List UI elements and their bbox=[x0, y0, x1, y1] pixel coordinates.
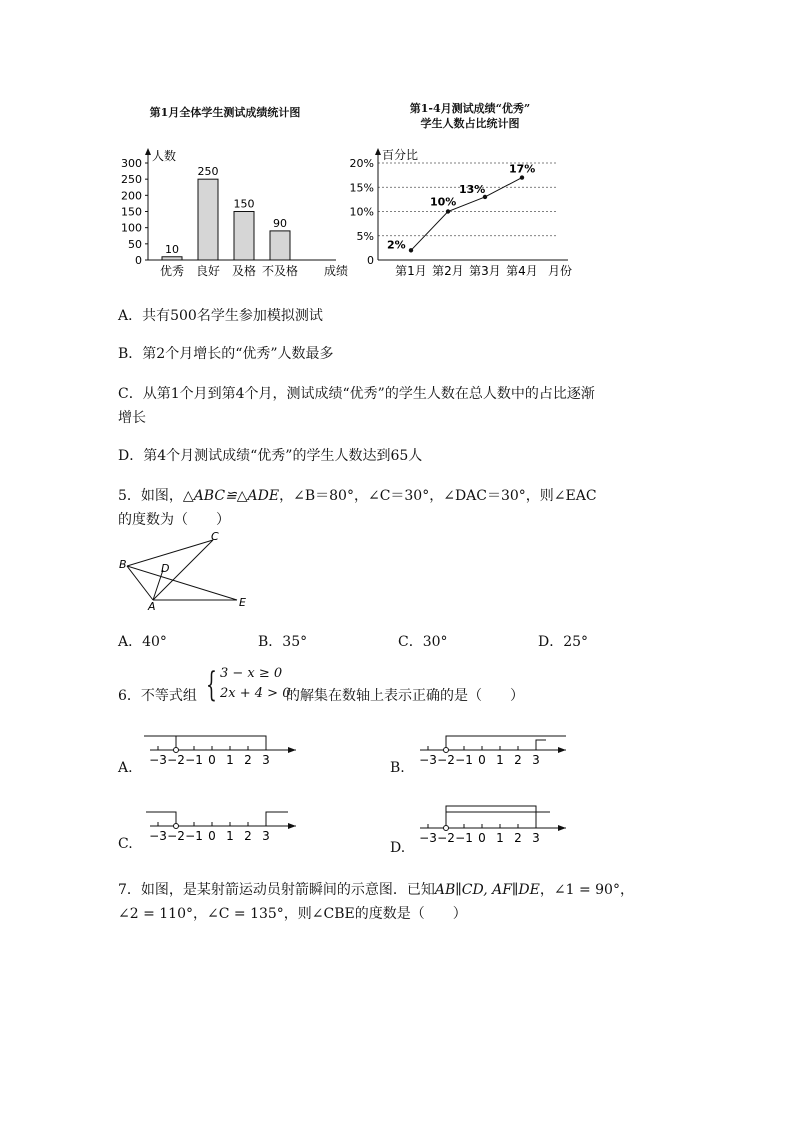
bar bbox=[270, 231, 290, 260]
q6-option-b: B. bbox=[390, 760, 405, 776]
solution-bracket bbox=[176, 736, 266, 750]
tick-label: −2 bbox=[437, 831, 455, 845]
label-c: C bbox=[211, 530, 219, 543]
label-e: E bbox=[239, 596, 246, 609]
x-axis-label: 成绩 bbox=[324, 264, 349, 278]
x-tick-label: 良好 bbox=[195, 264, 221, 278]
bar-value-label: 10 bbox=[165, 242, 179, 256]
label-a: A bbox=[148, 600, 156, 613]
tick-label: 0 bbox=[208, 829, 216, 843]
tick-label: 0 bbox=[478, 753, 486, 767]
tick-label: 1 bbox=[226, 829, 234, 843]
q7-angle-1: ，∠1 = 90°， bbox=[539, 882, 634, 898]
tick-label: 1 bbox=[496, 753, 504, 767]
x-tick-label: 不及格 bbox=[261, 264, 299, 278]
tick-label: −2 bbox=[437, 753, 455, 767]
x-axis-label: 月份 bbox=[548, 264, 573, 278]
tick-label: −3 bbox=[149, 753, 167, 767]
option-d: D．第4个月测试成绩“优秀”的学生人数达到65人 bbox=[118, 448, 423, 464]
data-point bbox=[409, 248, 413, 252]
y-tick-label: 5% bbox=[356, 229, 374, 243]
tick-label: 2 bbox=[244, 753, 252, 767]
tick-label: 2 bbox=[514, 831, 522, 845]
tick-label: −3 bbox=[419, 753, 437, 767]
tick-label: 3 bbox=[532, 831, 540, 845]
triangle-figure bbox=[115, 530, 265, 615]
tick-label: −3 bbox=[419, 831, 437, 845]
y-tick-label: 0 bbox=[367, 254, 374, 267]
data-label: 2% bbox=[387, 238, 406, 252]
question-7-line1 bbox=[118, 880, 634, 900]
bar-chart bbox=[110, 132, 350, 282]
q6-option-d: D. bbox=[390, 840, 406, 856]
tick-label: 2 bbox=[514, 753, 522, 767]
q5-number: 5．如图， bbox=[118, 488, 183, 504]
q7-text-1: 7．如图，是某射箭运动员射箭瞬间的示意图．已知 bbox=[118, 882, 435, 898]
y-tick-label: 100 bbox=[121, 221, 142, 235]
y-axis-label: 人数 bbox=[152, 149, 177, 163]
open-dot bbox=[444, 826, 449, 831]
question-5-line1 bbox=[118, 486, 597, 506]
option-a: A．共有500名学生参加模拟测试 bbox=[118, 308, 323, 324]
x-tick-label: 第4月 bbox=[506, 264, 538, 278]
y-tick-label: 300 bbox=[121, 157, 142, 170]
open-dot bbox=[174, 824, 179, 829]
option-c-line2: 增长 bbox=[118, 410, 146, 426]
tick-label: 0 bbox=[478, 831, 486, 845]
option-c-line1: C．从第1个月到第4个月，测试成绩“优秀”的学生人数在总人数中的占比逐渐 bbox=[118, 386, 595, 402]
tick-label: 0 bbox=[208, 753, 216, 767]
data-label: 17% bbox=[509, 162, 536, 176]
line-chart-title-2: 学生人数占比统计图 bbox=[420, 117, 520, 130]
tick-label: 3 bbox=[532, 753, 540, 767]
q6-option-c: C. bbox=[118, 836, 133, 852]
tick-label: −1 bbox=[185, 753, 203, 767]
tick-label: −3 bbox=[149, 829, 167, 843]
question-7-line2: ∠2 = 110°，∠C = 135°，则∠CBE的度数是（ ） bbox=[118, 906, 467, 922]
data-label: 13% bbox=[459, 182, 486, 196]
bar-value-label: 150 bbox=[233, 197, 255, 211]
tick-label: −1 bbox=[455, 831, 473, 845]
tick-label: −2 bbox=[167, 829, 185, 843]
q5-conditions: ，∠B＝80°，∠C＝30°，∠DAC＝30°，则∠EAC bbox=[279, 488, 597, 504]
tick-label: 1 bbox=[496, 831, 504, 845]
line-chart bbox=[340, 132, 580, 282]
option-b: B．第2个月增长的“优秀”人数最多 bbox=[118, 346, 334, 362]
axis-arrow bbox=[288, 747, 296, 753]
x-tick-label: 第2月 bbox=[432, 264, 464, 278]
bar bbox=[162, 257, 182, 260]
inequality-system bbox=[206, 664, 291, 708]
bar bbox=[198, 179, 218, 260]
y-tick-label: 10% bbox=[349, 205, 374, 219]
q5-option-d: D．25° bbox=[538, 634, 589, 650]
solution-bracket bbox=[146, 812, 176, 826]
data-point bbox=[520, 175, 524, 179]
number-line-c bbox=[140, 804, 300, 844]
q5-option-a: A．40° bbox=[118, 634, 167, 650]
q7-parallel: AB∥CD, AF∥DE bbox=[434, 882, 540, 898]
question-5-line2: 的度数为（ ） bbox=[118, 512, 230, 528]
bar-value-label: 90 bbox=[273, 216, 287, 230]
tick-label: −2 bbox=[167, 753, 185, 767]
data-label: 10% bbox=[430, 195, 457, 209]
label-d: D bbox=[161, 562, 170, 575]
tick-label: −1 bbox=[455, 753, 473, 767]
solution-bracket bbox=[144, 736, 176, 750]
q5-option-b: B．35° bbox=[258, 634, 308, 650]
q6-number: 6．不等式组 bbox=[118, 688, 197, 704]
x-tick-label: 及格 bbox=[231, 264, 257, 278]
solution-bracket bbox=[536, 740, 546, 750]
x-tick-label: 第3月 bbox=[469, 264, 501, 278]
inequality-1: 3 − x ≥ 0 bbox=[220, 666, 283, 681]
x-tick-label: 优秀 bbox=[159, 264, 185, 278]
data-point bbox=[446, 209, 450, 213]
open-dot bbox=[444, 748, 449, 753]
bar-value-label: 250 bbox=[197, 165, 219, 179]
tick-label: −1 bbox=[185, 829, 203, 843]
y-tick-label: 20% bbox=[349, 157, 374, 170]
solution-bracket bbox=[266, 812, 288, 826]
y-axis-arrow bbox=[375, 148, 381, 155]
bar-chart-title: 第1月全体学生测试成绩统计图 bbox=[149, 106, 301, 119]
y-tick-label: 150 bbox=[121, 205, 142, 219]
tick-label: 3 bbox=[262, 753, 270, 767]
axis-arrow bbox=[288, 823, 296, 829]
tick-label: 1 bbox=[226, 753, 234, 767]
y-axis-arrow bbox=[145, 148, 151, 155]
q5-option-c: C．30° bbox=[398, 634, 448, 650]
y-tick-label: 50 bbox=[128, 237, 142, 251]
line-chart-title-1: 第1-4月测试成绩“优秀” bbox=[409, 102, 531, 115]
number-line-a bbox=[140, 728, 300, 768]
inequality-2: 2x + 4 > 0 bbox=[220, 686, 291, 701]
q5-congruence: △ABC≌△ADE bbox=[182, 488, 280, 504]
number-line-d bbox=[410, 802, 585, 850]
x-tick-label: 第1月 bbox=[395, 264, 427, 278]
left-brace: { bbox=[206, 665, 217, 705]
tick-label: 2 bbox=[244, 829, 252, 843]
y-tick-label: 250 bbox=[121, 173, 142, 187]
label-b: B bbox=[119, 558, 127, 571]
solution-bracket bbox=[446, 806, 536, 828]
number-line-b bbox=[410, 728, 570, 768]
open-dot bbox=[174, 748, 179, 753]
y-tick-label: 200 bbox=[121, 189, 142, 203]
y-tick-label: 0 bbox=[135, 254, 142, 267]
axis-arrow bbox=[558, 747, 566, 753]
tick-label: 3 bbox=[262, 829, 270, 843]
q6-option-a: A. bbox=[118, 760, 133, 776]
y-tick-label: 15% bbox=[349, 181, 374, 195]
y-axis-label: 百分比 bbox=[382, 148, 419, 162]
axis-arrow bbox=[558, 825, 566, 831]
q6-question: 的解集在数轴上表示正确的是（ ） bbox=[286, 688, 524, 704]
bar bbox=[234, 212, 254, 261]
